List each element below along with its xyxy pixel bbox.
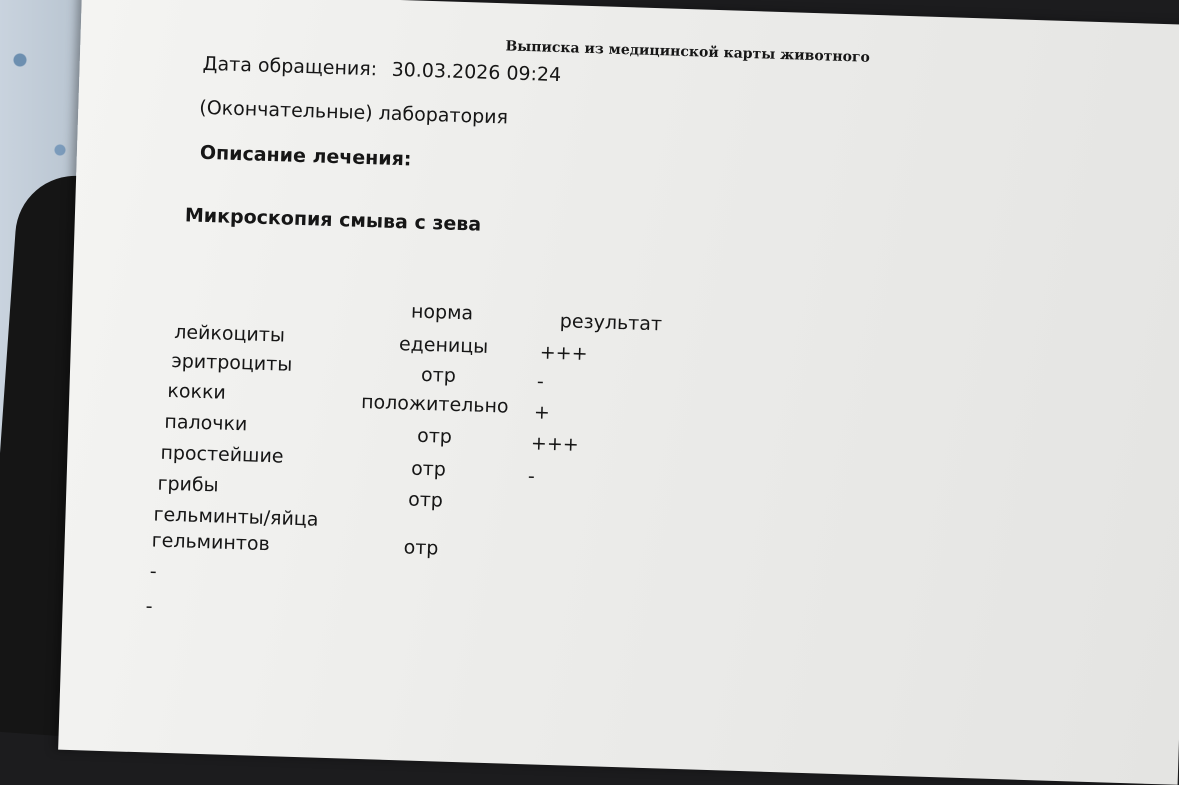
- trailing-mark: -: [149, 560, 157, 583]
- header-norm: норма: [410, 300, 474, 325]
- row-result: +++: [530, 432, 580, 456]
- row-norm: отр: [410, 457, 447, 481]
- row-norm: отр: [407, 488, 444, 512]
- visit-date-label: Дата обращения:: [202, 52, 378, 81]
- report-type: (Окончательные) лаборатория: [199, 96, 509, 129]
- row-name-line1: гельминты/яйца: [153, 503, 319, 531]
- row-norm: отр: [420, 363, 457, 387]
- row-norm: отр: [416, 424, 453, 448]
- row-norm: положительно: [360, 390, 509, 418]
- header-result: результат: [559, 310, 663, 336]
- row-name: лейкоциты: [173, 321, 286, 347]
- row-name: простейшие: [160, 441, 284, 468]
- row-name: кокки: [167, 379, 227, 404]
- row-norm: еденицы: [398, 333, 489, 358]
- row-name: эритроциты: [171, 349, 293, 376]
- row-result: +++: [539, 341, 588, 366]
- row-name-line2: гельминтов: [151, 529, 271, 556]
- trailing-mark: -: [145, 595, 153, 618]
- row-result: -: [536, 370, 545, 393]
- visit-datetime: 30.03.2026 09:24: [391, 58, 562, 87]
- row-name: палочки: [164, 410, 248, 436]
- row-name: грибы: [157, 472, 219, 497]
- treatment-heading: Описание лечения:: [199, 141, 412, 171]
- row-norm: отр: [403, 536, 439, 560]
- document-title: Выписка из медицинской карты животного: [505, 38, 871, 66]
- document-page: [58, 0, 1179, 785]
- row-result: -: [527, 465, 536, 488]
- test-name: Микроскопия смыва с зева: [184, 204, 482, 236]
- row-result: +: [533, 401, 551, 424]
